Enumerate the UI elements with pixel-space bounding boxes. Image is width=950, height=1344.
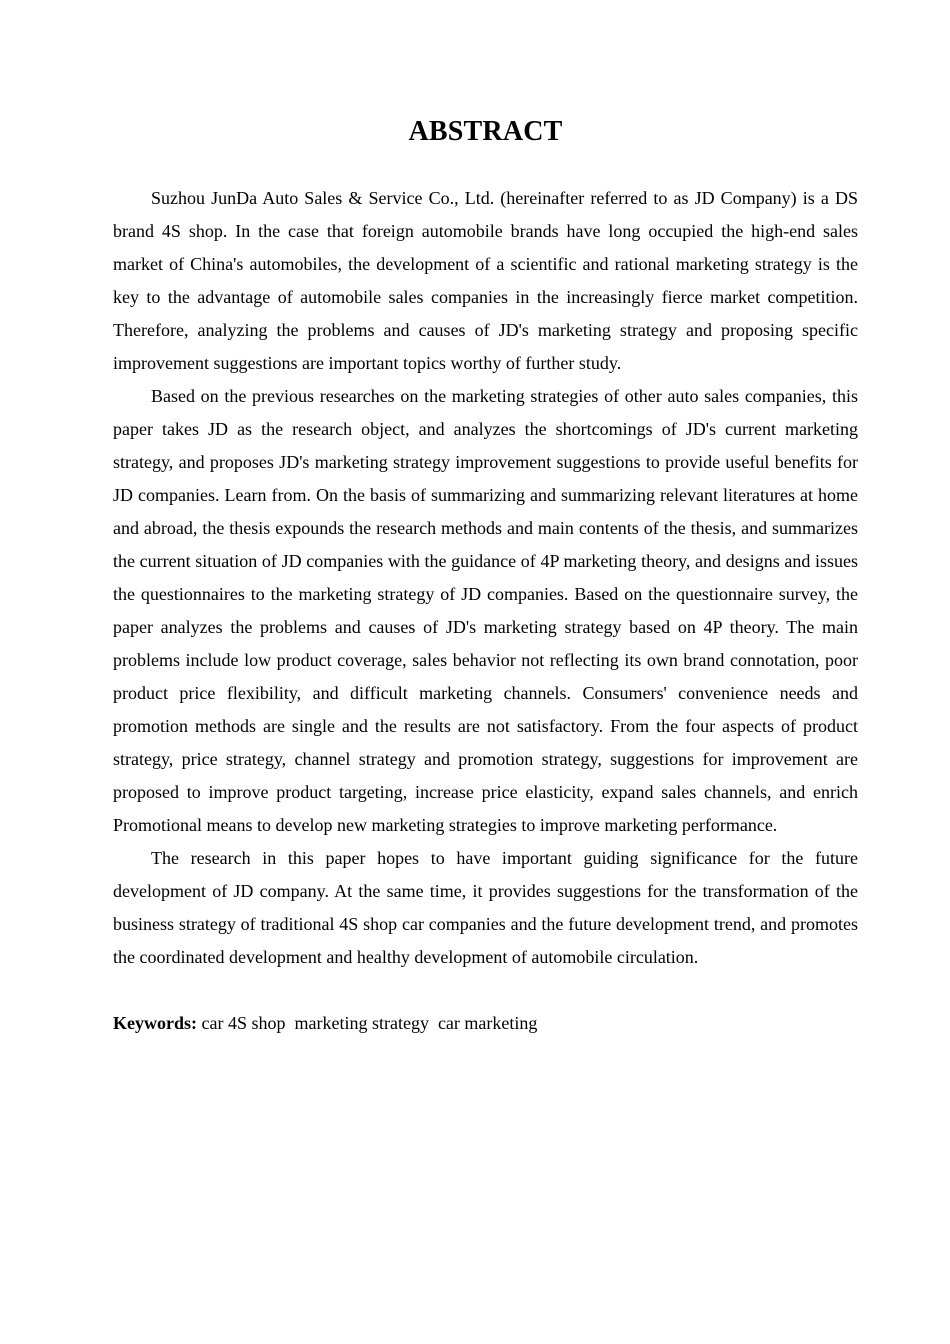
keywords-text: car 4S shop marketing strategy car marketing	[197, 1013, 538, 1033]
abstract-paragraph-2: Based on the previous researches on the marketing strategies of other auto sales companies, this paper takes JD as the research object, and analyzes the shortcomings of JD's current marketing strategy, and proposes JD's marketing strategy improvement suggestions to provide useful benefits for JD companies. Learn from. On the basis of summarizing and summarizing relevant literatures at home and abroad, the thesis expounds the research methods and main contents of the thesis, and summarizes the current situation of JD companies with the guidance of 4P marketing theory, and designs and issues the questionnaires to the marketing strategy of JD companies. Based on the questionnaire survey, the paper analyzes the problems and causes of JD's marketing strategy based on 4P theory. The main problems include low product coverage, sales behavior not reflecting its own brand connotation, poor product price flexibility, and difficult marketing channels. Consumers' convenience needs and promotion methods are single and the results are not satisfactory. From the four aspects of product strategy, price strategy, channel strategy and promotion strategy, suggestions for improvement are proposed to improve product targeting, increase price elasticity, expand sales channels, and enrich Promotional means to develop new marketing strategies to improve marketing performance.	[113, 386, 858, 835]
keywords-line	[113, 1007, 858, 1040]
abstract-body	[113, 182, 858, 974]
document-page	[113, 112, 858, 1040]
abstract-title: ABSTRACT	[408, 116, 563, 147]
keywords-label: Keywords:	[113, 1013, 197, 1033]
abstract-paragraph-1: Suzhou JunDa Auto Sales & Service Co., Ltd. (hereinafter referred to as JD Company) is a DS brand 4S shop. In the case that foreign automobile brands have long occupied the high-end sales market of China's automobiles, the development of a scientific and rational marketing strategy is the key to the advantage of automobile sales companies in the increasingly fierce market competition. Therefore, analyzing the problems and causes of JD's marketing strategy and proposing specific improvement suggestions are important topics worthy of further study.	[113, 188, 858, 373]
abstract-paragraph-3: The research in this paper hopes to have important guiding significance for the future development of JD company. At the same time, it provides suggestions for the transformation of the business strategy of traditional 4S shop car companies and the future development trend, and promotes the coordinated development and healthy development of automobile circulation.	[113, 848, 858, 967]
